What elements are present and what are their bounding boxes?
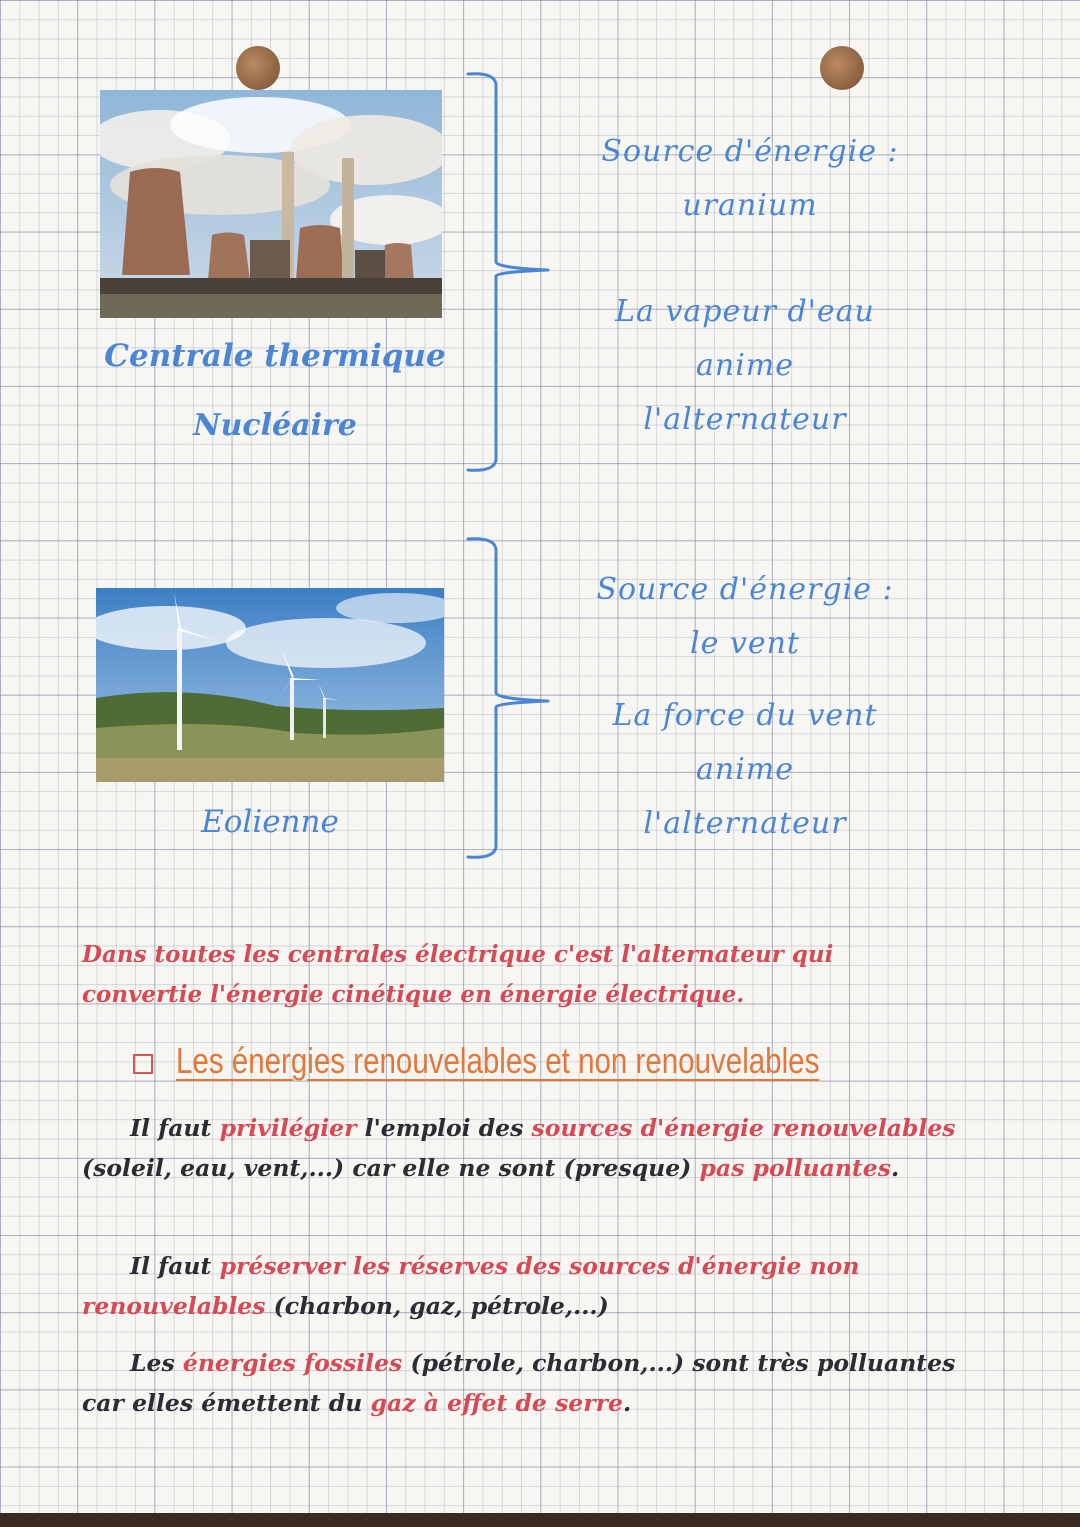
p2-highlight-preserver: préserver les réserves des sources d'énergie non renouvelables [82, 1252, 860, 1320]
p3-highlight-gaz-effet-serre: gaz à effet de serre [370, 1389, 623, 1417]
p1-highlight-sources: sources d'énergie renouvelables [531, 1114, 956, 1142]
nuclear-plant-photo [100, 90, 442, 318]
paragraph-renewables [82, 1108, 978, 1188]
brace-section-1 [460, 70, 552, 475]
p3-text-a: Les [130, 1349, 183, 1377]
caption-eolienne: Eolienne [201, 804, 339, 840]
wind-turbine-photo [96, 588, 444, 782]
s2-process-line3: l'alternateur [643, 806, 847, 841]
p1-highlight-pas-polluantes: pas polluantes [699, 1154, 891, 1182]
s1-process-line2: anime [695, 348, 794, 383]
p1-text-a: Il faut [130, 1114, 220, 1142]
caption-centrale-thermique: Centrale thermique [104, 338, 446, 374]
alternator-note [82, 935, 978, 1015]
paragraph-fossil [82, 1343, 978, 1423]
binder-hole-left [236, 46, 280, 90]
s1-process-line1: La vapeur d'eau [615, 294, 875, 329]
alternator-note-line2: convertie l'énergie cinétique en énergie électrique. [82, 981, 745, 1008]
p1-text-e: (soleil, eau, vent,...) car elle ne sont (presque) [82, 1154, 700, 1182]
s2-process-line2: anime [695, 752, 794, 787]
p3-text-e: . [622, 1389, 632, 1417]
s2-process-line1: La force du vent [612, 698, 878, 733]
paragraph-non-renewables [82, 1246, 978, 1326]
p1-text-g: . [890, 1154, 900, 1182]
p1-text-c: l'emploi des [356, 1114, 532, 1142]
p3-text-c: (pétrole, charbon,...) sont très polluantes car elles émettent du [82, 1349, 956, 1417]
s1-source-value: uranium [682, 188, 818, 223]
section-heading [128, 1040, 888, 1090]
s2-source-value: le vent [690, 626, 800, 661]
p3-highlight-energies-fossiles: énergies fossiles [182, 1349, 403, 1377]
alternator-note-line1: Dans toutes les centrales électrique c'est l'alternateur qui [82, 941, 834, 968]
p2-text-c: (charbon, gaz, pétrole,...) [265, 1292, 609, 1320]
caption-nucleaire: Nucléaire [193, 408, 357, 443]
s1-source-label: Source d'énergie : [601, 134, 899, 169]
s2-source-label: Source d'énergie : [596, 572, 894, 607]
section-heading-text: Les énergies renouvelables et non renouvelables [176, 1040, 820, 1081]
binder-hole-right [820, 46, 864, 90]
brace-section-2 [460, 535, 552, 863]
p1-highlight-privilegier: privilégier [219, 1114, 357, 1142]
s1-process-line3: l'alternateur [643, 402, 847, 437]
p2-text-a: Il faut [130, 1252, 220, 1280]
checkbox-icon [133, 1054, 153, 1074]
